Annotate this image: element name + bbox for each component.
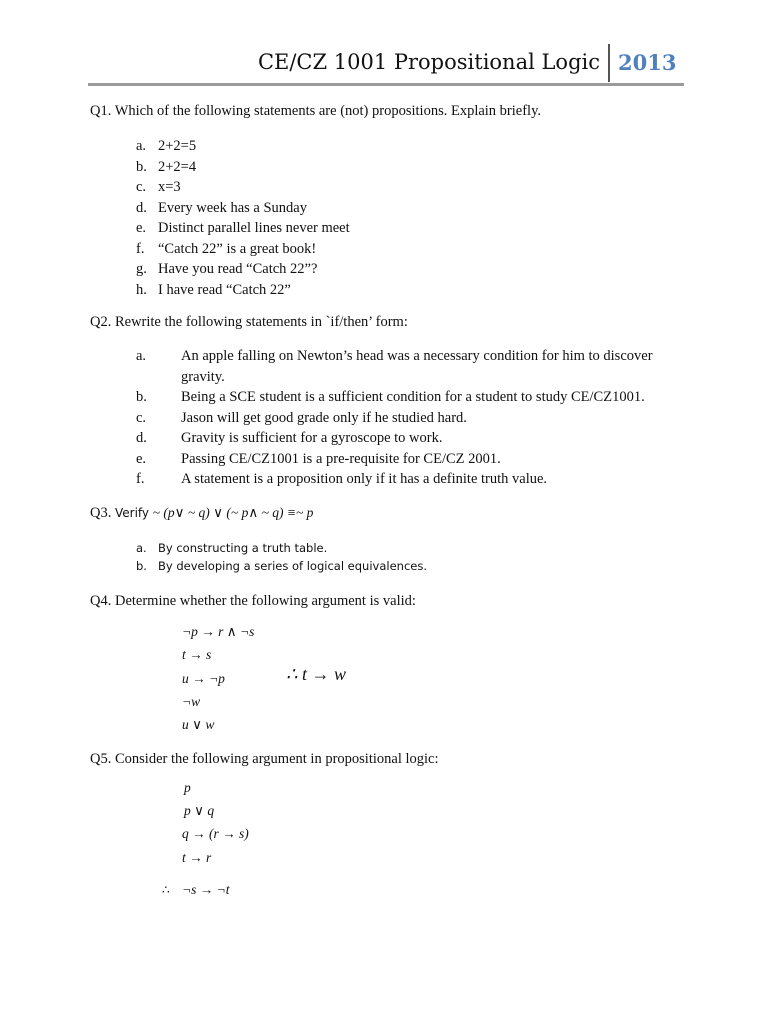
q5-conclusion: ¬s → ¬t bbox=[182, 882, 230, 897]
q5-premise-2: p ∨ q bbox=[184, 803, 215, 818]
list-item: b. Being a SCE student is a sufficient condition for a student to study CE/CZ1001. bbox=[136, 389, 645, 405]
list-item: c. Jason will get good grade only if he studied hard. bbox=[136, 409, 467, 426]
list-item: a. An apple falling on Newton’s head was a necessary condition for him to discover bbox=[136, 348, 653, 364]
q3-part-b: b. By developing a series of logical equivalences. bbox=[136, 559, 427, 573]
page-header bbox=[88, 44, 684, 84]
q5-premise-4: t → r bbox=[182, 850, 212, 865]
q3-label: Q3. bbox=[90, 505, 112, 521]
q5-therefore-symbol: ∴ bbox=[162, 883, 170, 897]
q3-part-a: a. By constructing a truth table. bbox=[136, 541, 328, 555]
q4-premise-5: u ∨ w bbox=[182, 717, 215, 732]
q4-premise-4: ¬w bbox=[182, 694, 201, 709]
q3-verify: Verify bbox=[114, 506, 150, 520]
list-item: f. “Catch 22” is a great book! bbox=[136, 240, 317, 257]
q4-premise-2: t → s bbox=[182, 647, 212, 662]
q2-list bbox=[136, 346, 696, 490]
q4-conclusion: ∴ t → w bbox=[286, 664, 346, 684]
header-divider bbox=[608, 44, 610, 82]
q4-premise-3: u → ¬p bbox=[182, 671, 225, 686]
document-year: 2013 bbox=[618, 50, 677, 75]
q4-premise-1: ¬p → r ∧ ¬s bbox=[182, 624, 255, 639]
list-item: e. Passing CE/CZ1001 is a pre-requisite for CE/CZ 2001. bbox=[136, 450, 501, 467]
q5-prompt: Q5. Consider the following argument in propositional logic: bbox=[90, 751, 439, 767]
q4-prompt: Q4. Determine whether the following argument is valid: bbox=[90, 593, 416, 609]
list-item: g. Have you read “Catch 22”? bbox=[136, 261, 318, 277]
list-item: d. Every week has a Sunday bbox=[136, 199, 307, 216]
header-rule bbox=[88, 83, 684, 86]
list-item: b. 2+2=4 bbox=[136, 158, 197, 175]
q3-formula: ~ (p∨ ~ q) ∨ (~ p∧ ~ q) ≡~ p bbox=[152, 505, 314, 520]
document-title: CE/CZ 1001 Propositional Logic bbox=[257, 50, 600, 74]
list-item: d. Gravity is sufficient for a gyroscope to work. bbox=[136, 430, 443, 446]
q3-prompt bbox=[90, 505, 313, 522]
q1-prompt: Q1. Which of the following statements are (not) propositions. Explain briefly. bbox=[90, 103, 542, 119]
q5-premise-3: q → (r → s) bbox=[182, 826, 249, 841]
list-item-continuation: gravity. bbox=[181, 368, 225, 385]
q5-premise-1: p bbox=[184, 780, 191, 795]
q1-list bbox=[136, 136, 696, 300]
list-item: a. 2+2=5 bbox=[136, 138, 197, 154]
q2-prompt: Q2. Rewrite the following statements in `if/then’ form: bbox=[90, 314, 408, 330]
list-item: h. I have read “Catch 22” bbox=[136, 281, 291, 298]
list-item: e. Distinct parallel lines never meet bbox=[136, 220, 350, 236]
list-item: f. A statement is a proposition only if it has a definite truth value. bbox=[136, 471, 548, 487]
list-item: c. x=3 bbox=[136, 179, 181, 195]
